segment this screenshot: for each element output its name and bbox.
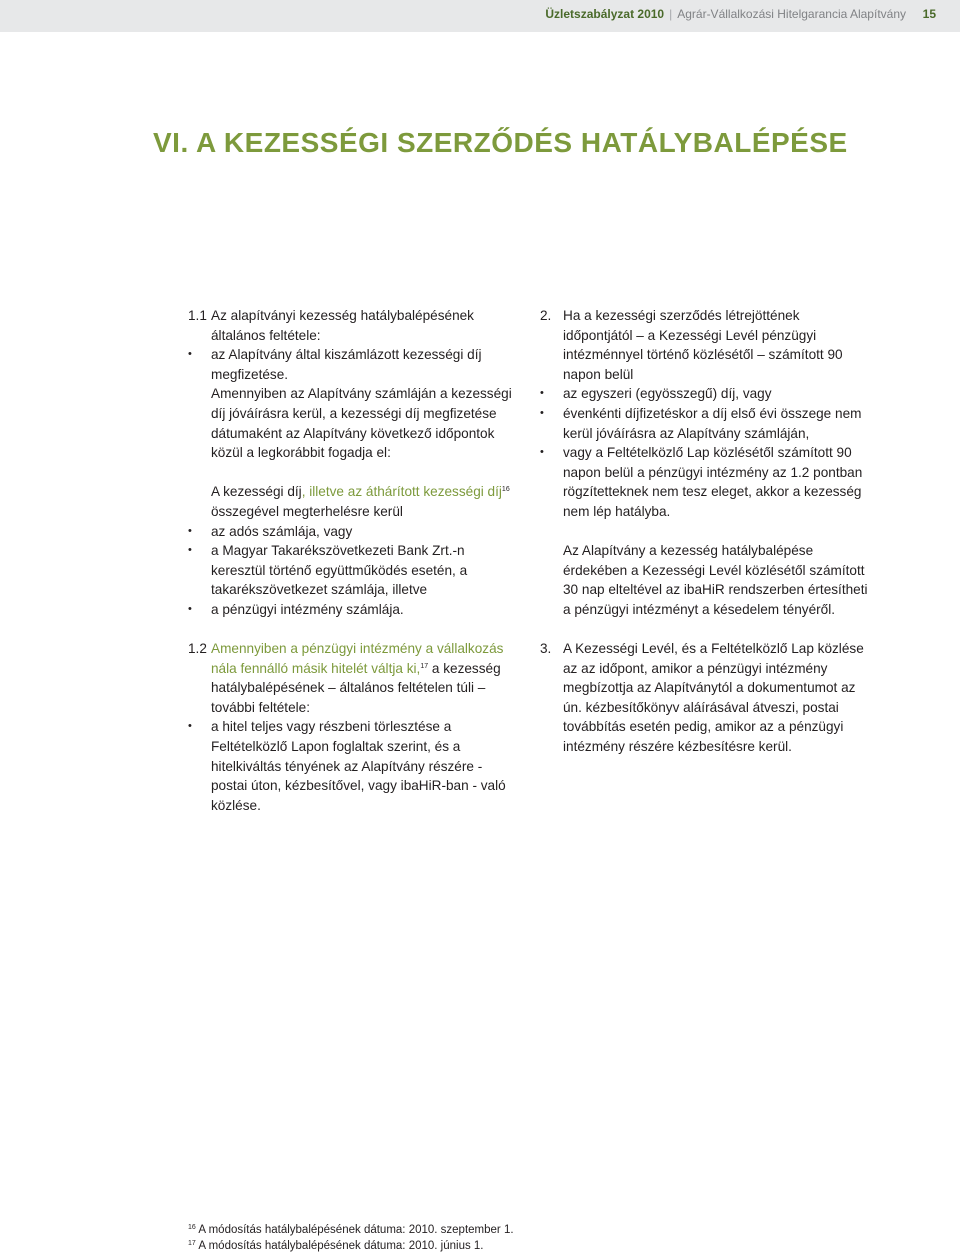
header-title: Üzletszabályzat 2010: [545, 7, 665, 21]
list-item: [540, 384, 870, 404]
footnotes: [188, 1222, 688, 1254]
paragraph: [188, 482, 518, 521]
highlighted-text: , illetve az áthárított kezességi díj: [301, 484, 502, 500]
chapter-title: VI. A KEZESSÉGI SZERZŐDÉS HATÁLYBALÉPÉSE: [153, 127, 848, 158]
list-item-text: az egyszeri (egyösszegű) díj, vagy: [563, 386, 772, 402]
section-number: 1.2: [188, 641, 207, 657]
section-1-1: [188, 306, 518, 345]
section-heading: Ha a kezességi szerződés létrejöttének időpontjától – a Kezességi Levél pénzügyi intézménnyel történő közlésétől – számított 90 napon belül: [563, 308, 843, 382]
left-column: [188, 306, 518, 815]
section-number: 2.: [540, 308, 552, 323]
heading-text: a kezesség hatálybalépésének – általános feltételen túli – további feltétele:: [211, 660, 501, 715]
footnote-text: A módosítás hatálybalépésének dátuma: 2010. szeptember 1.: [198, 1224, 514, 1236]
list-item-text: a hitel teljes vagy részbeni törlesztése a Feltételközlő Lapon foglaltak szerint, és a hitelkiváltás tényének az Alapítvány részére - postai úton, kézbesítővel, vagy ibaHiR-ban - való közlése.: [211, 719, 506, 813]
list-item-text: az Alapítvány által kiszámlázott kezességi díj megfizetése.: [211, 347, 482, 382]
header-separator: |: [669, 7, 673, 21]
section-3: [540, 639, 870, 757]
section-number: 3.: [540, 641, 552, 657]
paragraph: A Kezességi Levél, és a Feltételközlő Lap közlése az az időpont, amikor a pénzügyi intézmény megbízottja az Alapítványtól a dokumentumot az ún. kézbesítőkönyv aláírásával átveszi, postai továbbítás esetén pedig, amikor az a pénzügyi intézmény részére kézbesítésre kerül.: [563, 641, 864, 755]
list-item-text: az adós számlája, vagy: [211, 523, 353, 539]
paragraph-text: összegével megterhelésre kerül: [211, 503, 403, 519]
section-2: [540, 306, 870, 384]
highlighted-text: Amennyiben a pénzügyi intézmény a vállalkozás nála fennálló másik hitelét váltja ki,: [211, 641, 504, 676]
section-heading: Az alapítványi kezesség hatálybalépésének általános feltétele:: [211, 308, 474, 343]
right-column: [540, 306, 870, 757]
list-item-text: vagy a Feltételközlő Lap közlésétől számított 90 napon belül a pénzügyi intézmény az 1.2 pontban rögzítetteknek nem tesz eleget, akkor a kezesség nem lép hatályba.: [563, 445, 863, 519]
header-subtitle: Agrár-Vállalkozási Hitelgarancia Alapítvány: [677, 7, 906, 21]
paragraph: Az Alapítvány a kezesség hatálybalépése érdekében a Kezességi Levél közlésétől számított 30 nap elteltével az ibaHiR rendszerben értesítheti a pénzügyi intézményt a késedelem tényéről.: [563, 543, 868, 617]
section-number: 1.1: [188, 308, 207, 323]
footnote-ref: 17: [420, 662, 429, 670]
paragraph-text: A kezességi díj: [211, 484, 302, 500]
list-item: [540, 404, 870, 443]
list-item: [188, 522, 518, 542]
footnote-number: 16: [188, 1224, 196, 1231]
list-item-text: évenkénti díjfizetéskor a díj első évi összege nem kerül jóváírásra az Alapítvány számláján,: [563, 405, 862, 441]
list-item-text: a pénzügyi intézmény számlája.: [211, 601, 404, 617]
section-heading: [211, 639, 518, 717]
footnote-number: 17: [188, 1240, 196, 1247]
list-item: [188, 345, 518, 384]
footnote: [188, 1238, 688, 1254]
footnote: [188, 1222, 688, 1238]
footnote-text: A módosítás hatálybalépésének dátuma: 2010. június 1.: [198, 1240, 484, 1252]
running-header: [545, 2, 906, 26]
list-item: [188, 717, 518, 815]
footnote-ref: 16: [501, 486, 510, 494]
section-1-2: [188, 639, 518, 717]
page-number: 15: [922, 7, 936, 21]
list-item: [540, 443, 870, 521]
list-item: [188, 541, 518, 600]
paragraph: Amennyiben az Alapítvány számláján a kezességi díj jóváírásra kerül, a kezességi díj megfizetése dátumaként az Alapítvány következő időpontok közül a legkorábbit fogadja el:: [211, 386, 512, 461]
list-item: [188, 600, 518, 620]
list-item-text: a Magyar Takarékszövetkezeti Bank Zrt.-n keresztül történő együttműködés esetén, a takarékszövetkezet számlája, illetve: [211, 543, 468, 598]
